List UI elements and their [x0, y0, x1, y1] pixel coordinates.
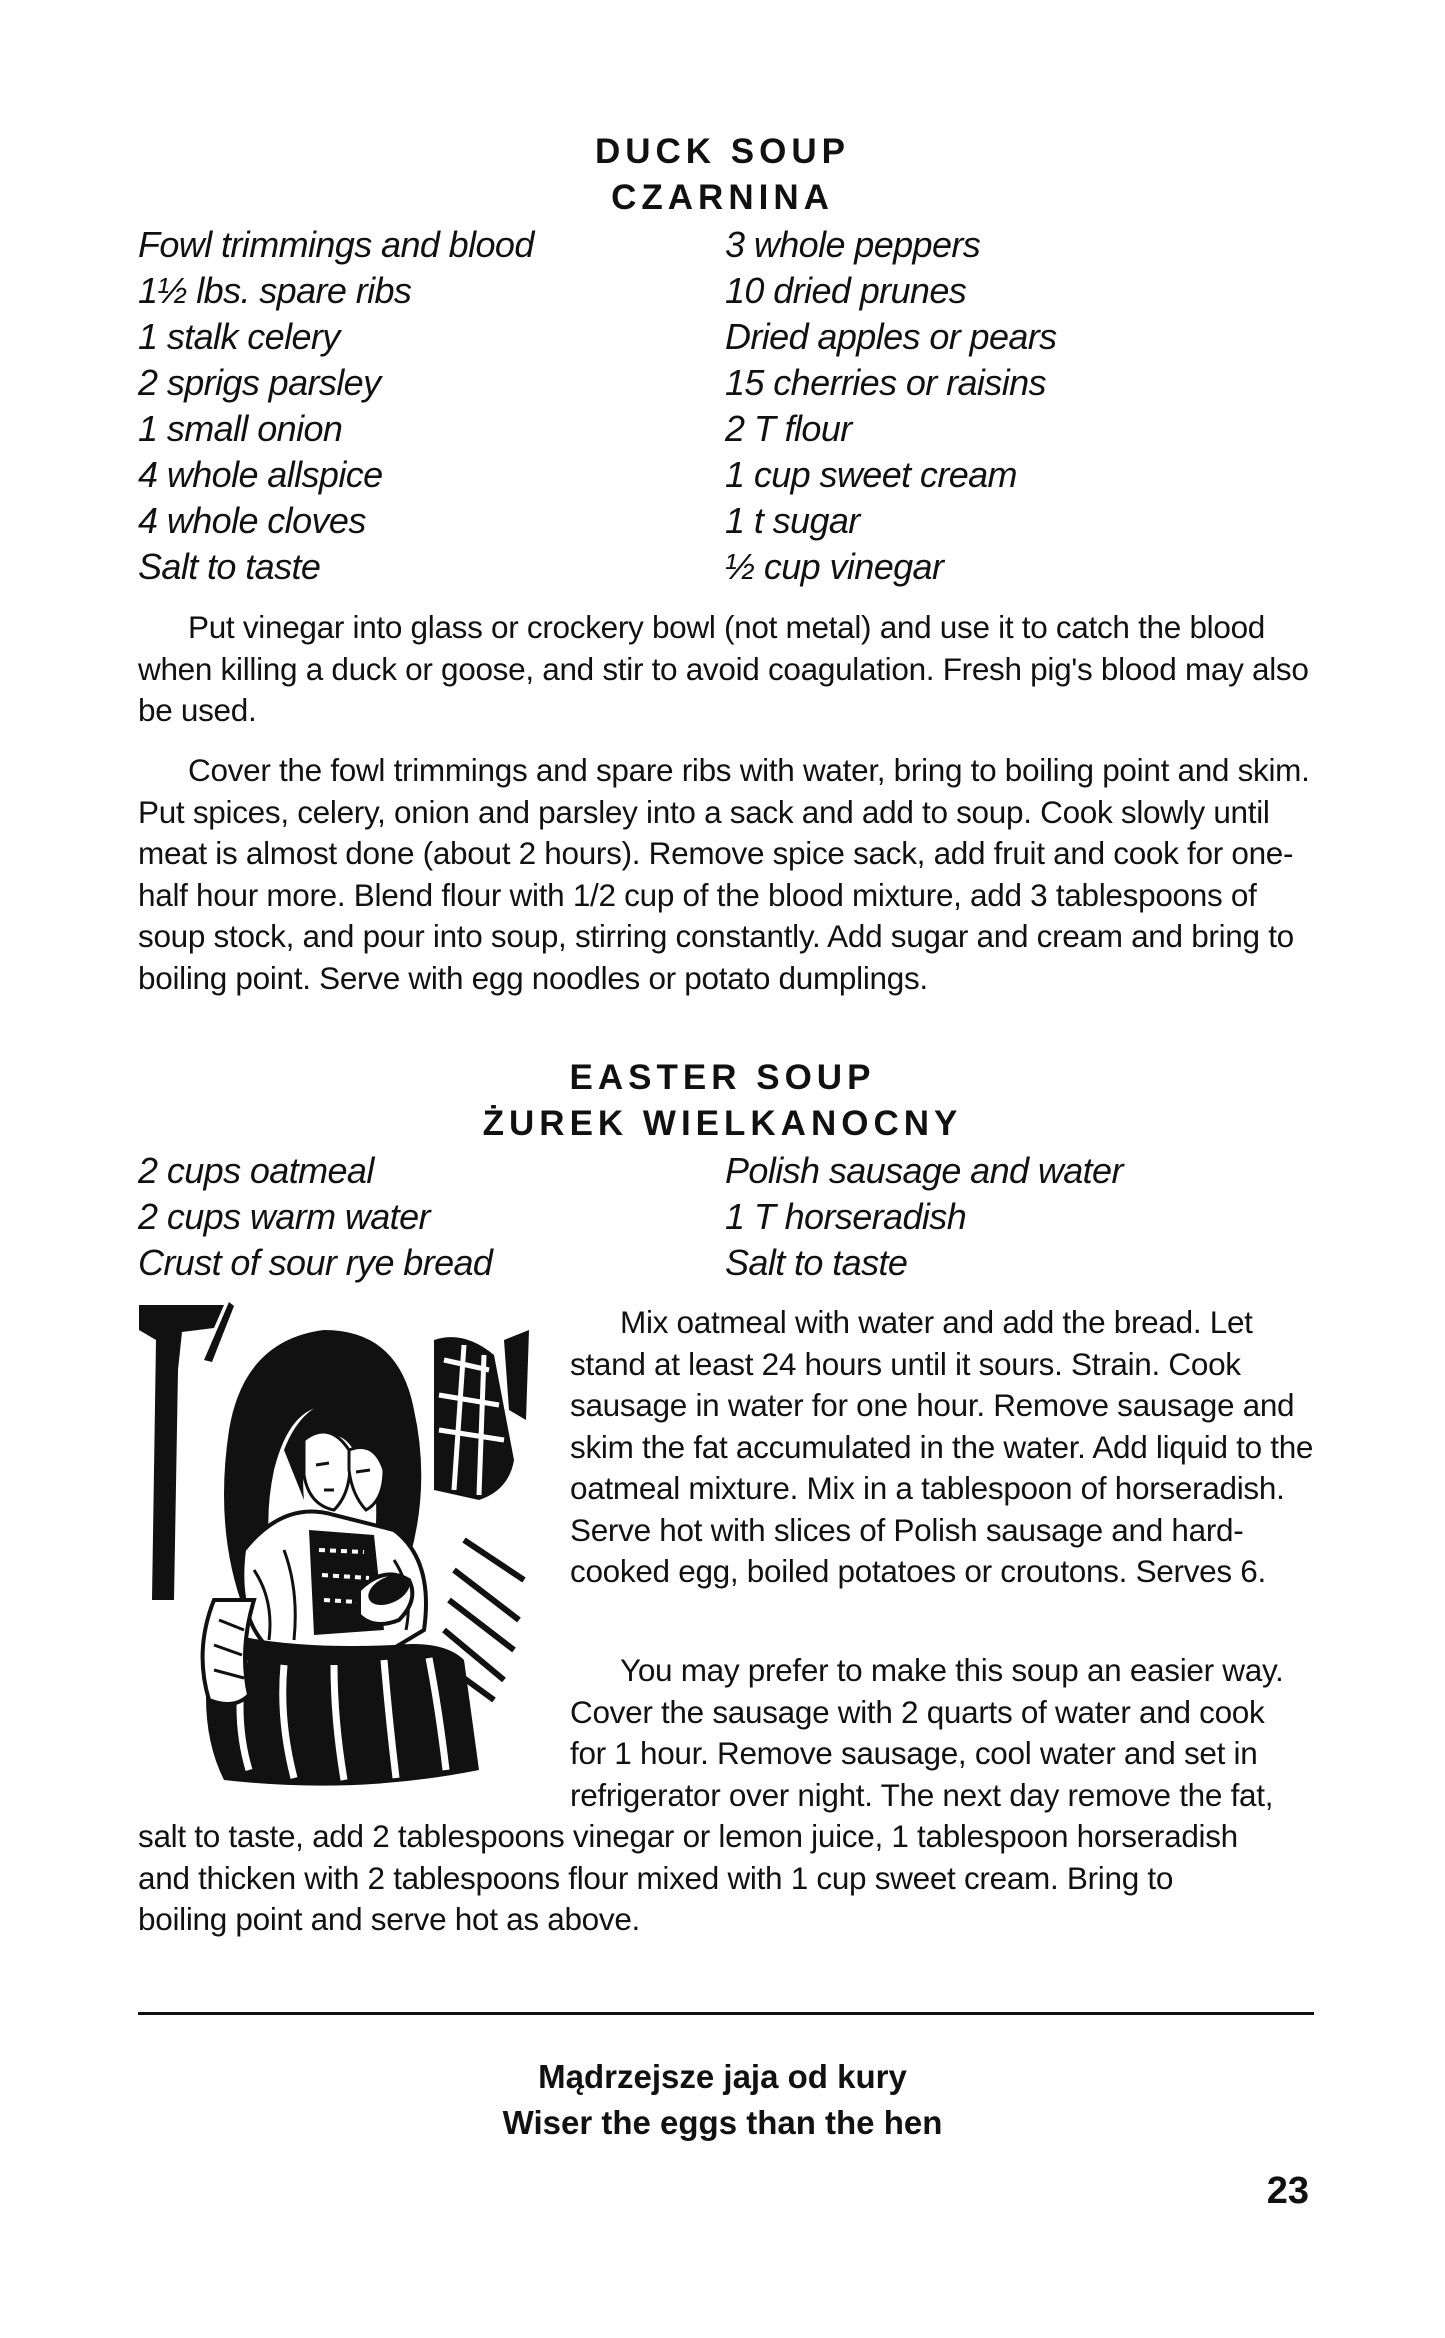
ingredient: 2 cups warm water	[138, 1196, 430, 1237]
easter-soup-instructions-2-wrapped	[570, 1650, 1330, 1816]
ingredient: Polish sausage and water	[725, 1150, 1123, 1191]
ingredient: 1½ lbs. spare ribs	[138, 270, 412, 311]
ingredient: Crust of sour rye bread	[138, 1242, 493, 1283]
ingredient: 1 T horseradish	[725, 1196, 967, 1237]
ingredient: Salt to taste	[725, 1242, 908, 1283]
paragraph-line: You may prefer to make this soup an easier way.	[620, 1652, 1284, 1688]
paragraph-line: Cover the sausage with 2 quarts of water and cook	[570, 1693, 1265, 1730]
proverb-english: Wiser the eggs than the hen	[502, 2104, 943, 2141]
ingredient: 15 cherries or raisins	[725, 362, 1046, 403]
paragraph-line: refrigerator over night. The next day remove the fat,	[570, 1776, 1274, 1813]
ingredient: 3 whole peppers	[725, 224, 981, 265]
easter-soup-polish-title: ŻUREK WIELKANOCNY	[482, 1104, 963, 1143]
ingredient: 2 sprigs parsley	[138, 362, 381, 403]
ingredient: Salt to taste	[138, 546, 321, 587]
ingredient: 4 whole allspice	[138, 454, 383, 495]
duck-soup-title: DUCK SOUP	[594, 132, 851, 171]
ingredient: 10 dried prunes	[725, 270, 967, 311]
paragraph-line: for 1 hour. Remove sausage, cool water and set in	[570, 1735, 1258, 1771]
easter-soup-title: EASTER SOUP	[569, 1058, 876, 1097]
easter-soup-ingredients-left	[138, 1148, 492, 1286]
duck-soup-instructions-1: Put vinegar into glass or crockery bowl (not metal) and use it to catch the blood when killing a duck or goose, and stir to avoid coagulation. Fresh pig's blood may also be used.	[138, 609, 1309, 728]
ingredient: 2 T flour	[725, 408, 852, 449]
ingredient: Fowl trimmings and blood	[138, 224, 534, 265]
section-divider	[138, 2012, 1314, 2015]
ingredient: 2 cups oatmeal	[138, 1150, 374, 1191]
easter-soup-instructions-1: Mix oatmeal with water and add the bread. Let stand at least 24 hours until it sours. Strain. Cook sausage in water for one hour. Remove sausage and skim the fat accumulated in the water. Add liquid to the oatmeal mixture. Mix in a tablespoon of horseradish. Serve hot with slices of Polish sausage and hard-cooked egg, boiled potatoes or croutons. Serves 6.	[570, 1304, 1314, 1589]
woodcut-girls-with-egg-icon	[134, 1300, 534, 1795]
duck-soup-polish-title: CZARNINA	[611, 178, 834, 217]
duck-soup-ingredients-right	[725, 222, 1057, 590]
duck-soup-instructions-2: Cover the fowl trimmings and spare ribs with water, bring to boiling point and skim. Put spices, celery, onion and parsley into a sack and add to soup. Cook slowly until meat is almost done (about 2 hours). Remove spice sack, add fruit and cook for one-half hour more. Blend flour with 1/2 cup of the blood mixture, add 3 tablespoons of soup stock, and pour into soup, stirring constantly. Add sugar and cream and bring to boiling point. Serve with egg noodles or potato dumplings.	[138, 752, 1310, 996]
easter-soup-instructions-2-full	[138, 1816, 1318, 1941]
ingredient: 1 stalk celery	[138, 316, 340, 357]
page-number: 23	[1266, 2170, 1309, 2212]
paragraph-line: salt to taste, add 2 tablespoons vinegar or lemon juice, 1 tablespoon horseradish	[138, 1818, 1238, 1854]
paragraph-line: boiling point and serve hot as above.	[138, 1901, 641, 1937]
proverb-polish: Mądrzejsze jaja od kury	[538, 2058, 907, 2095]
ingredient: 4 whole cloves	[138, 500, 366, 541]
ingredient: 1 cup sweet cream	[725, 454, 1017, 495]
ingredient: 1 small onion	[138, 408, 343, 449]
ingredient: ½ cup vinegar	[725, 546, 944, 587]
duck-soup-ingredients-left	[138, 222, 534, 590]
ingredient: 1 t sugar	[725, 500, 860, 541]
paragraph-line: and thicken with 2 tablespoons flour mixed with 1 cup sweet cream. Bring to	[138, 1859, 1174, 1896]
ingredient: Dried apples or pears	[725, 316, 1057, 357]
easter-soup-ingredients-right	[725, 1148, 1123, 1286]
